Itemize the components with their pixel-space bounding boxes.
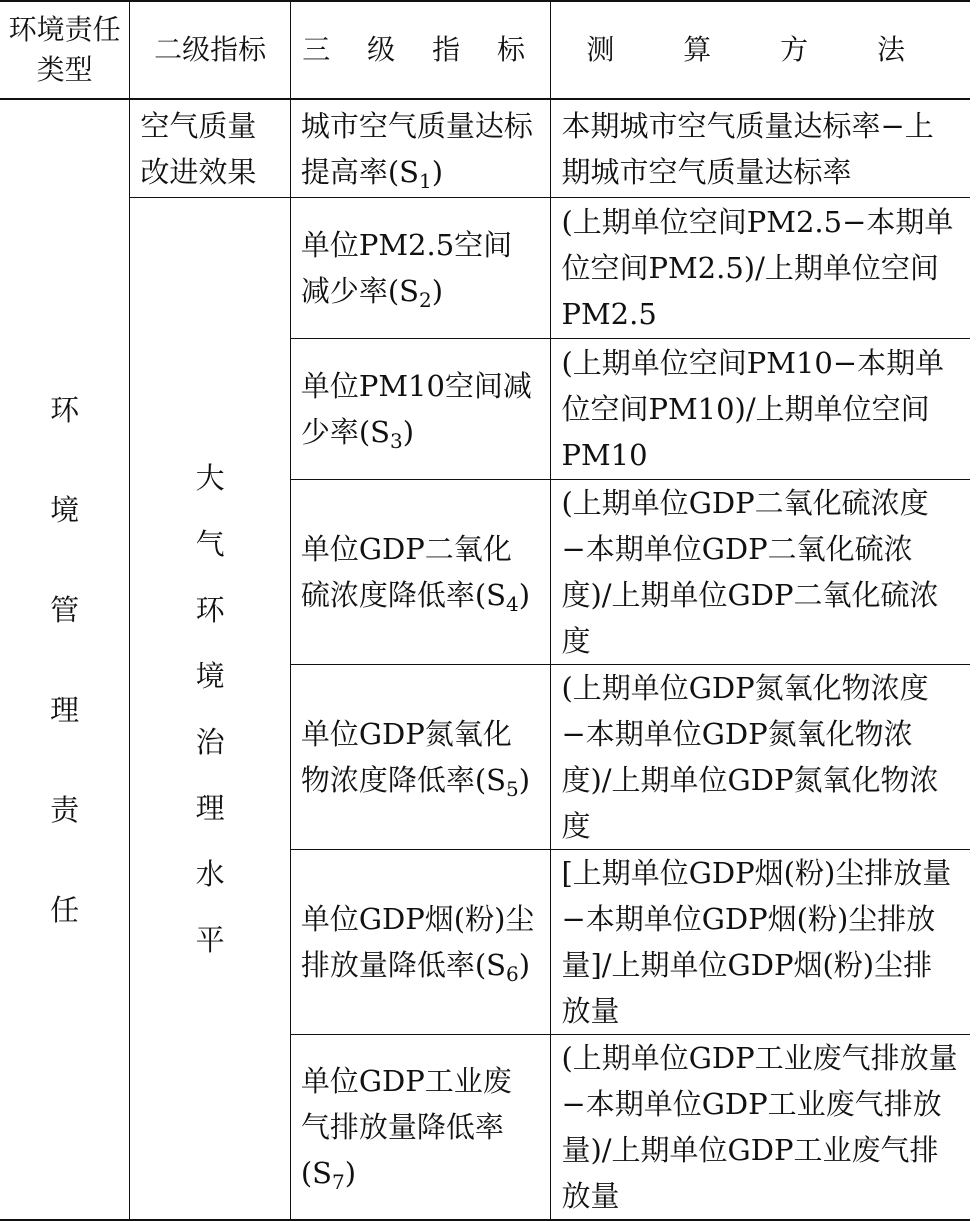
- level3-cell: 单位GDP氮氧化物浓度降低率$(S_5)$: [290, 665, 551, 850]
- method-cell: 本期城市空气质量达标率−上期城市空气质量达标率: [551, 99, 970, 198]
- table-header-row: [0, 1, 970, 99]
- indicator-text: 单位GDP烟(粉)尘排放量降低率: [300, 902, 535, 982]
- table-row: [0, 99, 970, 198]
- indicator-text: 单位PM2.5空间减少率: [300, 228, 513, 308]
- header-type: 环境责任类型: [0, 1, 130, 99]
- level3-cell: 单位PM2.5空间减少率$(S_2)$: [290, 198, 551, 339]
- level2-cell: [130, 198, 291, 1221]
- level2-char: 环: [195, 592, 225, 627]
- type-char: 管: [50, 592, 80, 627]
- header-method: 测 算 方 法: [551, 1, 970, 99]
- header-level3: 三 级 指 标: [290, 1, 551, 99]
- method-cell: (上期单位GDP二氧化硫浓度−本期单位GDP二氧化硫浓度)/上期单位GDP二氧化硫浓度: [551, 480, 970, 665]
- level2-cell: 空气质量改进效果: [130, 99, 291, 198]
- level2-char: 平: [195, 922, 225, 957]
- indicator-subscript: 7: [332, 1170, 345, 1194]
- method-cell: (上期单位GDP工业废气排放量−本期单位GDP工业废气排放量)/上期单位GDP工业废气排放量: [551, 1035, 970, 1221]
- method-cell: (上期单位GDP氮氧化物浓度−本期单位GDP氮氧化物浓度)/上期单位GDP氮氧化物浓度: [551, 665, 970, 850]
- level2-char: 境: [195, 658, 225, 693]
- indicator-text: 单位GDP二氧化硫浓度降低率: [300, 532, 512, 612]
- type-char: 责: [50, 792, 80, 827]
- level3-cell: 单位GDP烟(粉)尘排放量降低率$(S_6)$: [290, 850, 551, 1035]
- indicator-subscript: 1: [419, 168, 432, 193]
- indicator-subscript: 5: [506, 777, 519, 801]
- indicator-subscript: 4: [506, 592, 519, 616]
- indicator-subscript: 3: [390, 429, 403, 453]
- method-cell: (上期单位空间PM2.5−本期单位空间PM2.5)/上期单位空间PM2.5: [551, 198, 970, 339]
- type-char: 环: [50, 392, 80, 427]
- level3-cell: 单位GDP工业废气排放量降低率$(S_7)$: [290, 1035, 551, 1221]
- header-level2: 二级指标: [130, 1, 291, 99]
- type-char: 境: [50, 492, 80, 527]
- level2-char: 治: [195, 724, 225, 759]
- indicator-text: 单位GDP氮氧化物浓度降低率: [300, 717, 512, 797]
- indicator-subscript: 6: [506, 962, 519, 986]
- type-char: 理: [50, 692, 80, 727]
- level2-char: 大: [195, 460, 225, 495]
- level3-cell: 单位GDP二氧化硫浓度降低率$(S_4)$: [290, 480, 551, 665]
- indicator-text: 单位GDP工业废气排放量降低率: [300, 1064, 512, 1144]
- level2-char: 气: [195, 526, 225, 561]
- type-cell: [0, 99, 130, 1220]
- indicator-text: 城市空气质量达标提高率: [300, 108, 533, 189]
- method-cell: [上期单位GDP烟(粉)尘排放量−本期单位GDP烟(粉)尘排放量]/上期单位GDP烟(粉)尘排放量: [551, 850, 970, 1035]
- table-row: [0, 198, 970, 339]
- indicator-text: 单位PM10空间减少率: [300, 369, 532, 449]
- method-cell: (上期单位空间PM10−本期单位空间PM10)/上期单位空间PM10: [551, 339, 970, 480]
- level3-cell: 城市空气质量达标提高率$(S_1)$: [290, 99, 551, 198]
- indicator-subscript: 2: [419, 288, 432, 312]
- type-char: 任: [50, 892, 80, 927]
- level2-char: 水: [195, 856, 225, 891]
- level2-char: 理: [195, 790, 225, 825]
- level3-cell: 单位PM10空间减少率$(S_3)$: [290, 339, 551, 480]
